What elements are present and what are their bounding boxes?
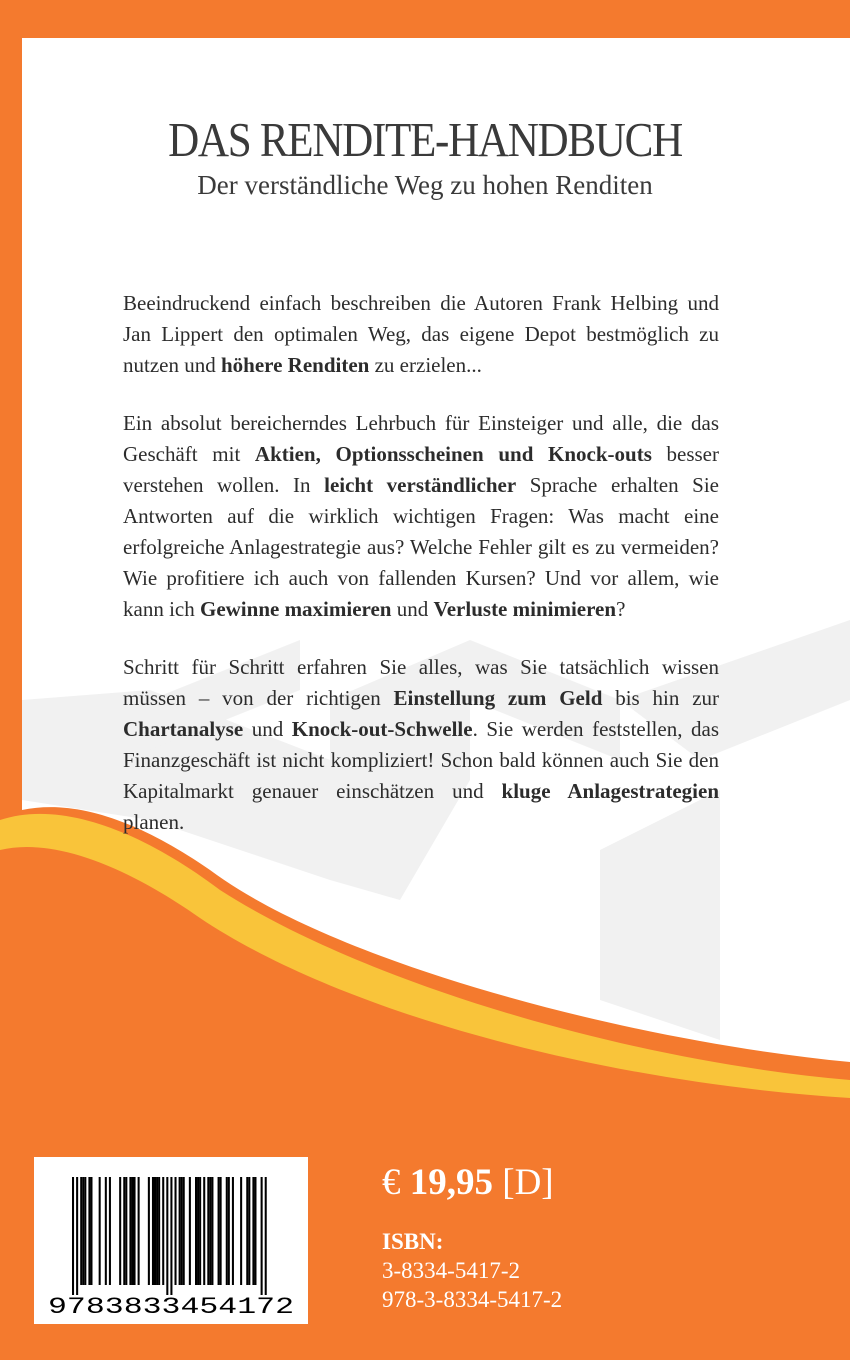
barcode-bar <box>179 1177 181 1285</box>
blurb-emphasis: Einstellung zum Geld <box>393 686 603 710</box>
barcode-bar <box>248 1177 250 1285</box>
barcode-bar <box>207 1177 209 1285</box>
barcode-bar <box>109 1177 111 1285</box>
barcode-graphic <box>34 1157 308 1324</box>
barcode-bar <box>175 1177 177 1285</box>
blurb-paragraph-2 <box>123 408 719 625</box>
barcode-bar <box>209 1177 211 1285</box>
barcode-bar <box>218 1177 220 1285</box>
blurb-text: Ein absolut bereicherndes Lehrbuch für Einsteiger und alle, die das Geschäft mit <box>123 411 719 466</box>
blurb-emphasis: kluge Anlagestrategien <box>501 779 719 803</box>
barcode-bar <box>148 1177 150 1285</box>
isbn-label: ISBN: <box>382 1229 444 1254</box>
barcode-bar <box>105 1177 107 1285</box>
blurb-emphasis: leicht verständlicher <box>324 473 517 497</box>
barcode-bar <box>80 1177 82 1285</box>
barcode-bar <box>232 1177 234 1285</box>
barcode-bar <box>123 1177 125 1285</box>
book-title: DAS RENDITE-HANDBUCH <box>168 112 682 167</box>
barcode-bar <box>195 1177 197 1285</box>
blurb-text: und <box>243 717 292 741</box>
barcode-bar <box>125 1177 127 1285</box>
barcode-bar <box>84 1177 86 1285</box>
barcode-bar <box>162 1177 164 1285</box>
blurb-text: planen. <box>123 810 185 834</box>
barcode-bar <box>203 1177 205 1285</box>
barcode-bar <box>138 1177 140 1285</box>
blurb-text: Schritt für Schritt erfahren Sie alles, was Sie tatsächlich wissen müssen – von der richtigen <box>123 655 719 710</box>
barcode-bar <box>240 1177 242 1285</box>
barcode-bar <box>166 1177 168 1295</box>
barcode-bar <box>152 1177 154 1285</box>
blurb-text: und <box>391 597 434 621</box>
price-region: [D] <box>502 1162 554 1203</box>
barcode <box>34 1157 308 1324</box>
barcode-bar <box>82 1177 84 1285</box>
barcode-bar <box>131 1177 133 1285</box>
barcode-bar <box>246 1177 248 1285</box>
barcode-bar <box>261 1177 263 1295</box>
blurb-text: zu erzielen... <box>369 353 482 377</box>
blurb-emphasis: Gewinne maximieren <box>199 597 392 621</box>
book-subtitle: Der verständliche Weg zu hohen Renditen <box>197 170 653 200</box>
barcode-bar <box>134 1177 136 1285</box>
barcode-bar <box>154 1177 156 1285</box>
blurb-text: Beeindruckend einfach beschreiben die Autoren Frank Helbing und Jan Lippert den optimalen Weg, das eigene Depot bestmöglich zu nutzen und <box>123 291 719 377</box>
blurb-text: besser verstehen wollen. In <box>123 442 719 497</box>
blurb-paragraph-1 <box>123 288 719 381</box>
price-amount: 19,95 <box>409 1162 493 1203</box>
barcode-bar <box>90 1177 92 1285</box>
blurb-emphasis: Aktien, Optionsscheinen und Knock-outs <box>254 442 652 466</box>
barcode-bar <box>158 1177 160 1285</box>
price <box>382 1161 554 1205</box>
isbn-block <box>382 1227 562 1314</box>
barcode-bars <box>72 1177 267 1295</box>
price-currency: € <box>382 1162 401 1203</box>
barcode-bar <box>252 1177 254 1285</box>
blurb-emphasis: Knock-out-Schwelle <box>291 717 473 741</box>
blurb-text: bis hin zur <box>602 686 720 710</box>
barcode-bar <box>88 1177 90 1285</box>
barcode-bar <box>129 1177 131 1285</box>
barcode-digits: 9783833454172 <box>48 1294 294 1320</box>
barcode-bar <box>226 1177 228 1285</box>
barcode-bar <box>72 1177 74 1295</box>
barcode-bar <box>181 1177 183 1285</box>
blurb-emphasis: Chartanalyse <box>123 717 244 741</box>
blurb-emphasis: Verluste minimieren <box>433 597 617 621</box>
barcode-bar <box>197 1177 199 1285</box>
blurb-text: ? <box>616 597 626 621</box>
blurb-emphasis: höhere Renditen <box>220 353 370 377</box>
barcode-bar <box>156 1177 158 1285</box>
barcode-bar <box>228 1177 230 1285</box>
barcode-bar <box>170 1177 172 1295</box>
title-block <box>0 112 850 202</box>
barcode-bar <box>211 1177 213 1285</box>
isbn-13: 978-3-8334-5417-2 <box>382 1287 563 1312</box>
barcode-bar <box>99 1177 101 1285</box>
barcode-bar <box>254 1177 256 1285</box>
barcode-bar <box>220 1177 222 1285</box>
blurb-text: Sprache erhalten Sie Antworten auf die wirklich wichtigen Fragen: Was macht eine erfolgreiche Anlagestrategie aus? Welche Fehler gilt es zu vermeiden? Wie profitiere ich auch von fallenden Kursen? Und vor allem, wie kann ich <box>123 473 719 621</box>
blurb-text: . Sie werden feststellen, das Finanzgeschäft ist nicht kompliziert! Schon bald können auch Sie den Kapitalmarkt genauer einschätzen und <box>123 717 719 803</box>
isbn-10: 3-8334-5417-2 <box>382 1258 520 1283</box>
barcode-bar <box>76 1177 78 1295</box>
barcode-bar <box>199 1177 201 1285</box>
barcode-bar <box>119 1177 121 1285</box>
barcode-bar <box>189 1177 191 1285</box>
blurb-paragraph-3 <box>123 652 719 838</box>
barcode-bar <box>265 1177 267 1295</box>
barcode-bar <box>183 1177 185 1285</box>
